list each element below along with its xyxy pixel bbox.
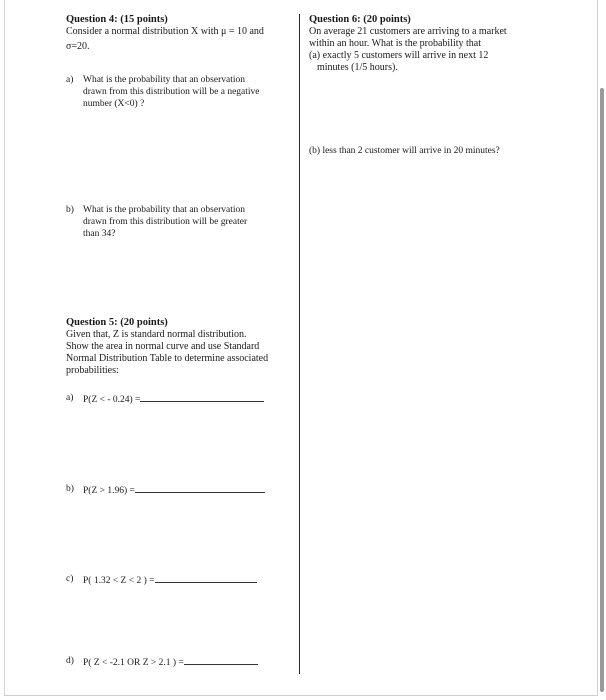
- vertical-scrollbar[interactable]: [600, 88, 604, 692]
- question-6-b-text: (b) less than 2 customer will arrive in 20 minutes?: [309, 146, 500, 156]
- question-4-a-line3: number (X<0) ?: [83, 99, 145, 109]
- question-6-line4: minutes (1/5 hours).: [317, 62, 398, 73]
- question-5-intro-line4: probabilities:: [66, 365, 119, 376]
- question-6-title: Question 6: (20 points): [309, 14, 411, 25]
- question-4-part-a: [66, 74, 296, 110]
- question-5-part-a: [66, 392, 296, 406]
- question-5-intro-line2: Show the area in normal curve and use Standard: [66, 341, 260, 352]
- question-5-title: Question 5: (20 points): [66, 317, 168, 328]
- question-4-a-line1: What is the probability that an observation: [83, 75, 245, 85]
- question-6: [309, 14, 579, 74]
- question-4-b-line3: than 34?: [83, 229, 116, 239]
- part-marker: b): [66, 205, 74, 215]
- question-4-intro-line1: Consider a normal distribution X with μ = 10 and: [66, 26, 264, 37]
- question-5-d-expression: P( Z < -2.1 OR Z > 2.1 ) =: [83, 658, 184, 668]
- part-marker: c): [66, 574, 74, 584]
- question-6-line3: (a) exactly 5 customers will arrive in next 12: [309, 50, 489, 61]
- question-4: [66, 14, 292, 53]
- column-divider: [299, 14, 300, 674]
- question-5-a-expression: P(Z < - 0.24) =: [83, 395, 141, 405]
- answer-blank-c[interactable]: [155, 573, 257, 583]
- question-5-intro-line1: Given that, Z is standard normal distribution.: [66, 329, 247, 340]
- question-5-part-c: [66, 573, 296, 587]
- question-4-a-line2: drawn from this distribution will be a negative: [83, 87, 260, 97]
- answer-blank-b[interactable]: [135, 483, 265, 493]
- part-marker: a): [66, 393, 74, 403]
- part-marker: b): [66, 484, 74, 494]
- question-4-b-line1: What is the probability that an observation: [83, 205, 245, 215]
- answer-blank-d[interactable]: [184, 655, 258, 665]
- answer-blank-a[interactable]: [140, 392, 264, 402]
- question-5-intro-line3: Normal Distribution Table to determine associated: [66, 353, 269, 364]
- question-5-part-d: [66, 655, 306, 669]
- question-5-part-b: [66, 483, 296, 497]
- part-marker: d): [66, 656, 74, 666]
- part-marker: a): [66, 75, 74, 85]
- question-6-line1: On average 21 customers are arriving to a market: [309, 26, 507, 37]
- question-4-part-b: [66, 204, 296, 240]
- question-5-c-expression: P( 1.32 < Z < 2 ) =: [83, 576, 155, 586]
- question-5: [66, 317, 296, 377]
- question-4-b-line2: drawn from this distribution will be greater: [83, 217, 248, 227]
- question-4-intro-line2: σ=20.: [66, 41, 90, 52]
- question-6-line2: within an hour. What is the probability that: [309, 38, 482, 49]
- question-4-title: Question 4: (15 points): [66, 14, 168, 25]
- question-5-b-expression: P(Z > 1.96) =: [83, 486, 135, 496]
- question-6-part-b: [309, 145, 579, 157]
